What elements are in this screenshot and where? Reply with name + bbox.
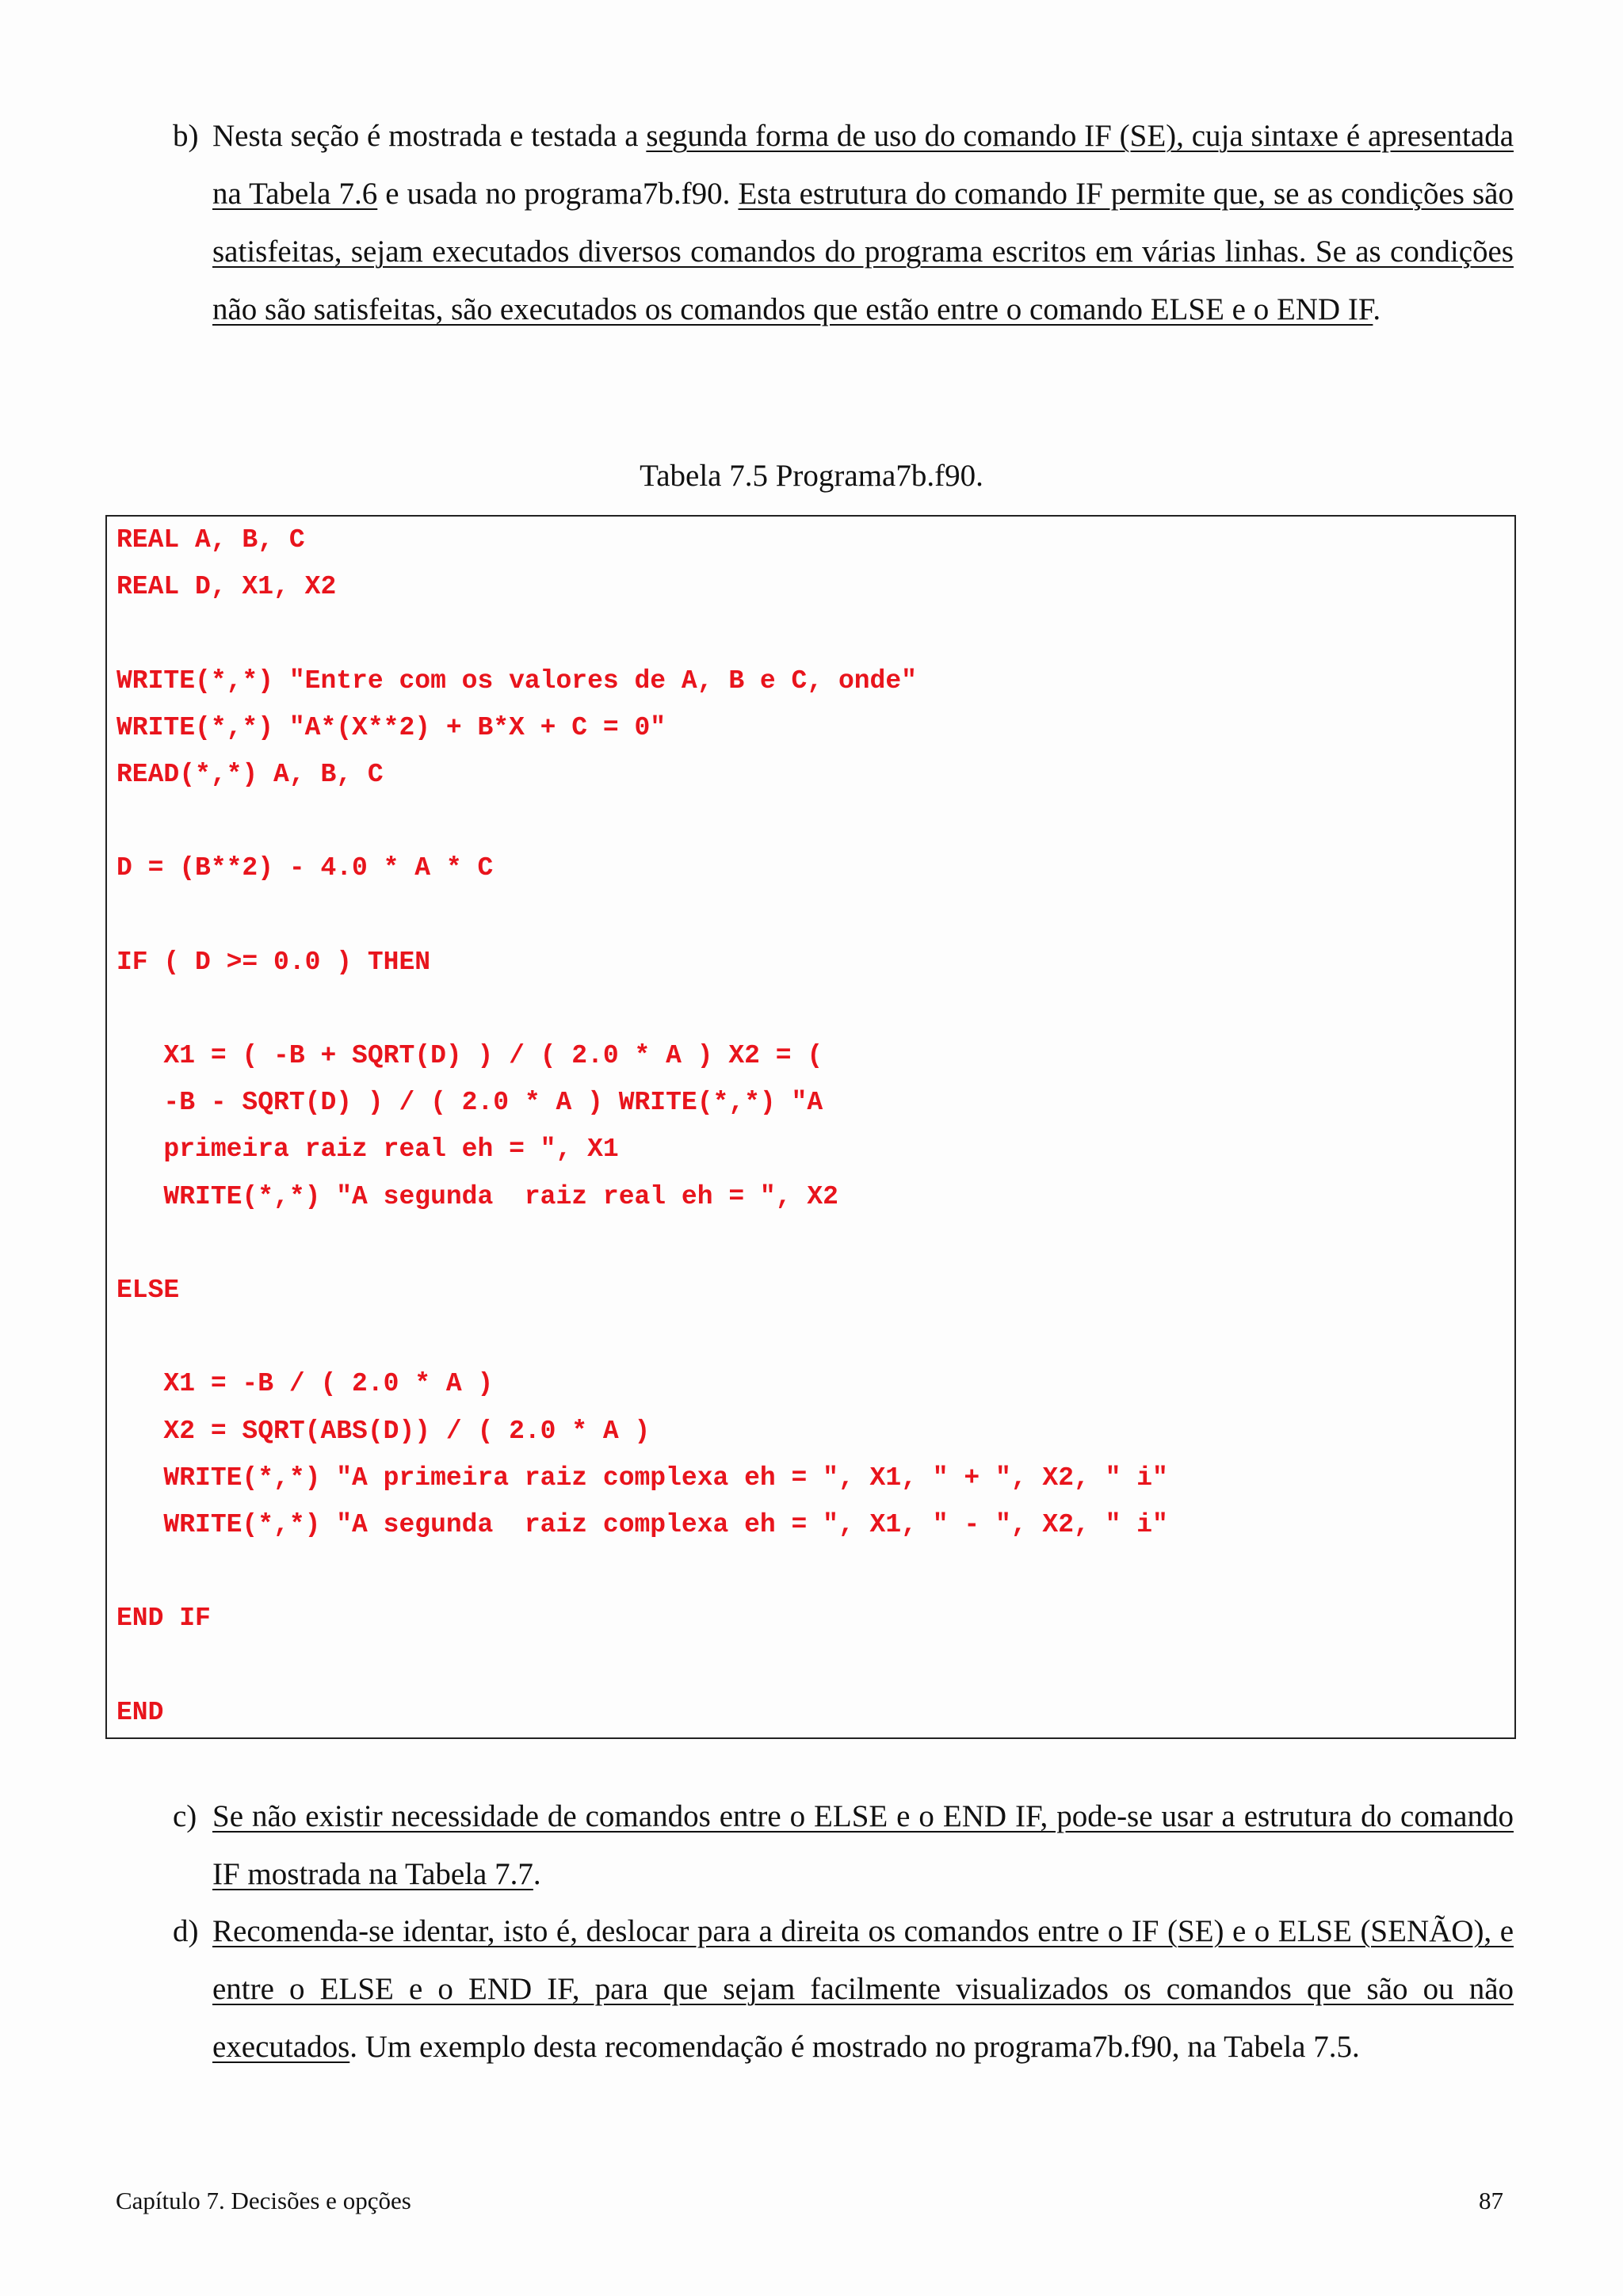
code-line: X1 = ( -B + SQRT(D) ) / ( 2.0 * A ) X2 = ( <box>116 1041 823 1071</box>
code-line: END IF <box>116 1604 211 1634</box>
code-line: READ(*,*) A, B, C <box>116 759 384 789</box>
paragraph-b <box>174 107 1514 338</box>
code-line <box>116 1642 1168 1689</box>
code-line: ELSE <box>116 1276 180 1305</box>
code-line <box>116 610 1168 657</box>
code-line: WRITE(*,*) "A segunda raiz real eh = ", X2 <box>116 1181 838 1211</box>
code-listing <box>116 517 1168 1736</box>
code-line <box>116 986 1168 1032</box>
code-line: D = (B**2) - 4.0 * A * C <box>116 853 494 883</box>
code-line: REAL D, X1, X2 <box>116 572 337 602</box>
footer-chapter-title: Capítulo 7. Decisões e opções <box>116 2187 411 2214</box>
paragraph-b-underlined-2: Esta estrutura do comando IF permite que, se as condições são satisfeitas, sejam executados diversos comandos do programa escritos em várias linhas. Se as condições não são satisfeitas, são executados os comandos que estão entre o comando ELSE e o END IF <box>212 177 1514 326</box>
code-line <box>116 892 1168 939</box>
code-line: X1 = -B / ( 2.0 * A ) <box>116 1369 494 1399</box>
paragraph-b-tail: . <box>1373 292 1381 326</box>
list-marker-b: b) <box>173 119 199 153</box>
paragraph-c <box>174 1787 1514 1903</box>
paragraph-b-text <box>212 107 1514 338</box>
code-line: WRITE(*,*) "Entre com os valores de A, B e C, onde" <box>116 666 917 696</box>
paragraph-d-underlined: Recomenda-se identar, isto é, deslocar para a direita os comandos entre o IF (SE) e o ELSE (SENÃO), e entre o ELSE e o END IF, para que sejam facilmente visualizados os comandos que são ou não executados <box>212 1914 1514 2064</box>
code-line <box>116 798 1168 845</box>
code-line: X2 = SQRT(ABS(D)) / ( 2.0 * A ) <box>116 1416 651 1446</box>
paragraph-b-mid: e usada no programa7b.f90. <box>377 177 739 211</box>
code-line: IF ( D >= 0.0 ) THEN <box>116 947 431 977</box>
code-line <box>116 1314 1168 1360</box>
code-line: -B - SQRT(D) ) / ( 2.0 * A ) WRITE(*,*) "A <box>116 1088 823 1118</box>
paragraph-b-lead: Nesta seção é mostrada e testada a <box>212 119 647 153</box>
code-line: WRITE(*,*) "A*(X**2) + B*X + C = 0" <box>116 712 666 742</box>
code-line: WRITE(*,*) "A segunda raiz complexa eh = ", X1, " - ", X2, " i" <box>116 1509 1168 1539</box>
code-line: END <box>116 1697 164 1727</box>
paragraph-d <box>174 1902 1514 2076</box>
code-line <box>116 1220 1168 1267</box>
paragraph-c-underlined: Se não existir necessidade de comandos entre o ELSE e o END IF, pode-se usar a estrutura do comando IF mostrada na Tabela 7.7 <box>212 1799 1514 1891</box>
paragraph-b-underlined-1: segunda forma de uso do comando IF (SE), cuja sintaxe é apresentada na Tabela 7.6 <box>212 119 1514 211</box>
paragraph-c-text <box>212 1787 1514 1903</box>
code-listing-box <box>105 515 1516 1739</box>
code-line: WRITE(*,*) "A primeira raiz complexa eh = ", X1, " + ", X2, " i" <box>116 1463 1168 1493</box>
paragraph-d-text <box>212 1902 1514 2076</box>
code-line <box>116 1548 1168 1595</box>
paragraph-c-tail: . <box>533 1857 541 1891</box>
list-marker-c: c) <box>173 1799 197 1833</box>
footer-page-number: 87 <box>1479 2187 1503 2214</box>
code-line: primeira raiz real eh = ", X1 <box>116 1135 619 1165</box>
paragraph-d-tail: . Um exemplo desta recomendação é mostrado no programa7b.f90, na Tabela 7.5. <box>349 2030 1360 2064</box>
table-caption: Tabela 7.5 Programa7b.f90. <box>640 459 983 493</box>
list-marker-d: d) <box>173 1914 199 1948</box>
code-line: REAL A, B, C <box>116 525 305 555</box>
